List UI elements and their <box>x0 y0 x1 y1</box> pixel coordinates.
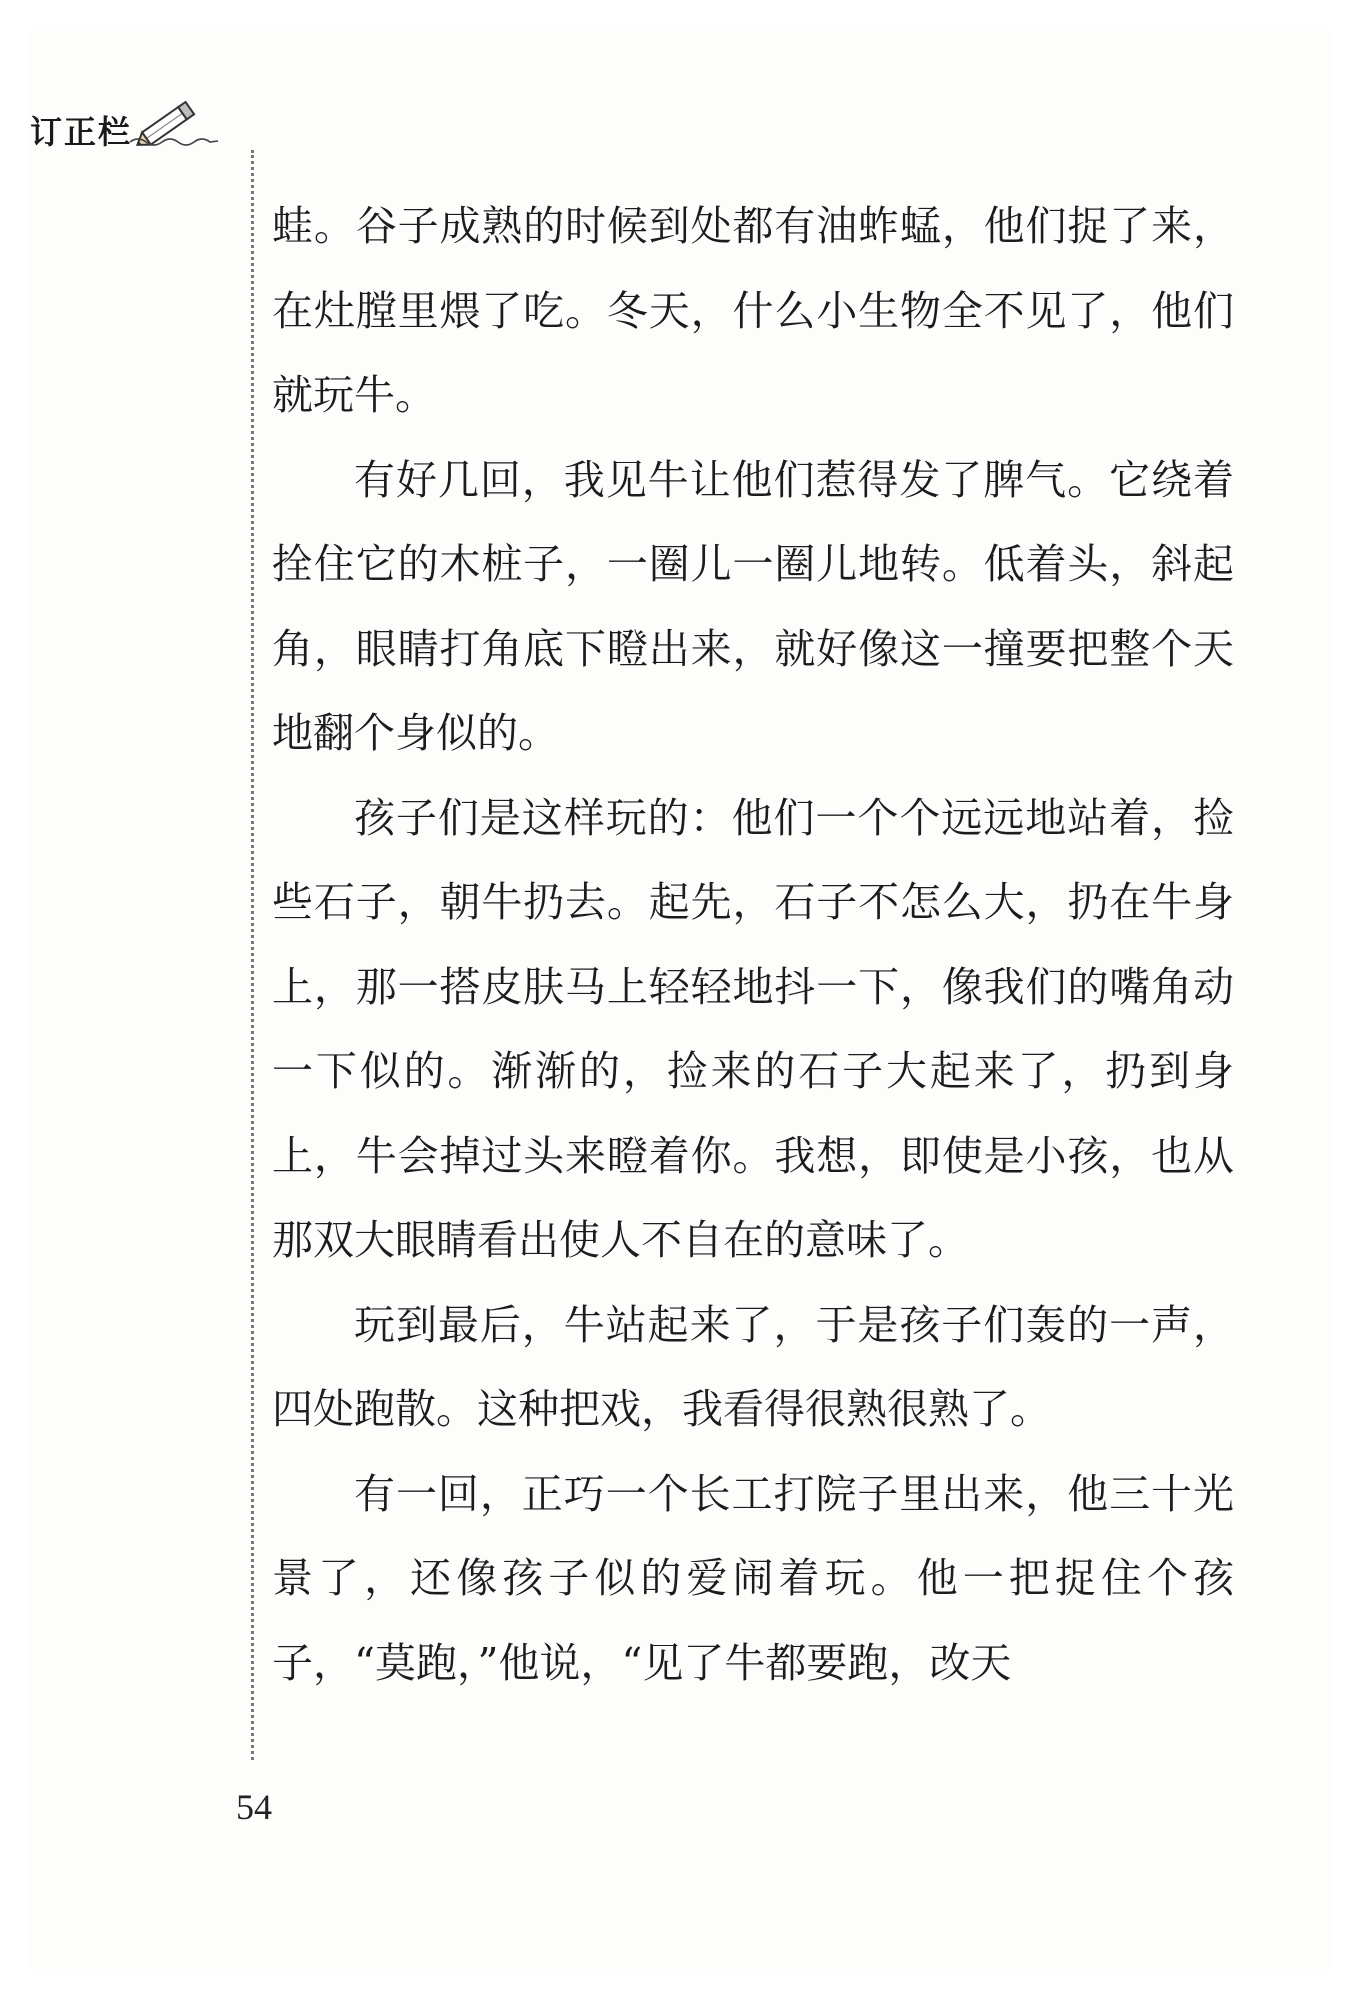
correction-column-title: 订正栏 <box>30 113 133 151</box>
page-number: 54 <box>236 1787 272 1827</box>
paragraph-continued: 蛙。谷子成熟的时候到处都有油蚱蜢，他们捉了来，在灶膛里煨了吃。冬天，什么小生物全不见了，他们就玩牛。 <box>272 202 1234 419</box>
paragraph: 玩到最后，牛站起来了，于是孩子们轰的一声，四处跑散。这种把戏，我看得很熟很熟了。 <box>272 1300 1234 1433</box>
paragraph: 有好几回，我见牛让他们惹得发了脾气。它绕着拴住它的木桩子，一圈儿一圈儿地转。低着头，斜起角，眼睛打角底下瞪出来，就好像这一撞要把整个天地翻个身似的。 <box>272 455 1234 757</box>
margin-dotted-rule <box>251 150 254 1760</box>
paragraph: 孩子们是这样玩的：他们一个个远远地站着，捡些石子，朝牛扔去。起先，石子不怎么大，扔在牛身上，那一搭皮肤马上轻轻地抖一下，像我们的嘴角动一下似的。渐渐的，捡来的石子大起来了，扔到身上，牛会掉过头来瞪着你。我想，即使是小孩，也从那双大眼睛看出使人不自在的意味了。 <box>272 793 1234 1264</box>
paragraph: 有一回，正巧一个长工打院子里出来，他三十光景了，还像孩子似的爱闹着玩。他一把捉住个孩子，“莫跑，”他说，“见了牛都要跑，改天 <box>272 1469 1234 1687</box>
correction-column-header <box>30 98 220 150</box>
pencil-icon <box>128 98 220 150</box>
body-text <box>272 184 1234 1705</box>
